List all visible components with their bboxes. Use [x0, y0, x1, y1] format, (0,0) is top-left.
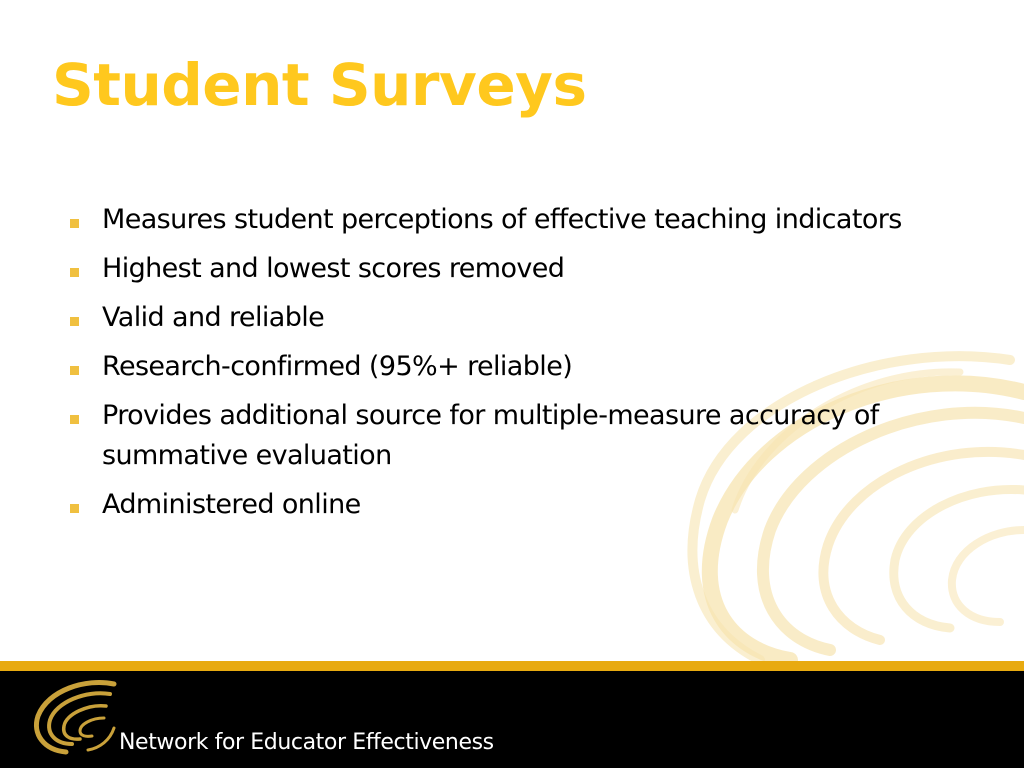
- square-bullet-icon: [70, 317, 79, 326]
- bullet-item: [66, 298, 966, 338]
- square-bullet-icon: [70, 219, 79, 228]
- bullet-item: [66, 347, 966, 387]
- bullet-item: [66, 200, 966, 240]
- square-bullet-icon: [70, 504, 79, 513]
- bullet-item: [66, 485, 966, 525]
- bullet-item: [66, 396, 966, 476]
- bullet-text: Provides additional source for multiple-measure accuracy of summative evaluation: [102, 400, 879, 471]
- footer-stripe: [0, 661, 1024, 671]
- bullet-text: Research-confirmed (95%+ reliable): [102, 351, 573, 382]
- square-bullet-icon: [70, 268, 79, 277]
- slide-title: Student Surveys: [52, 51, 587, 119]
- bullet-item: [66, 249, 966, 289]
- bullet-text: Highest and lowest scores removed: [102, 253, 565, 284]
- bullet-list: [66, 200, 966, 534]
- bullet-text: Administered online: [102, 489, 361, 520]
- square-bullet-icon: [70, 366, 79, 375]
- organization-name: Network for Educator Effectiveness: [119, 730, 494, 755]
- bullet-text: Valid and reliable: [102, 302, 325, 333]
- bullet-text: Measures student perceptions of effective teaching indicators: [102, 204, 902, 235]
- square-bullet-icon: [70, 415, 79, 424]
- swirl-logo-icon: [26, 676, 122, 756]
